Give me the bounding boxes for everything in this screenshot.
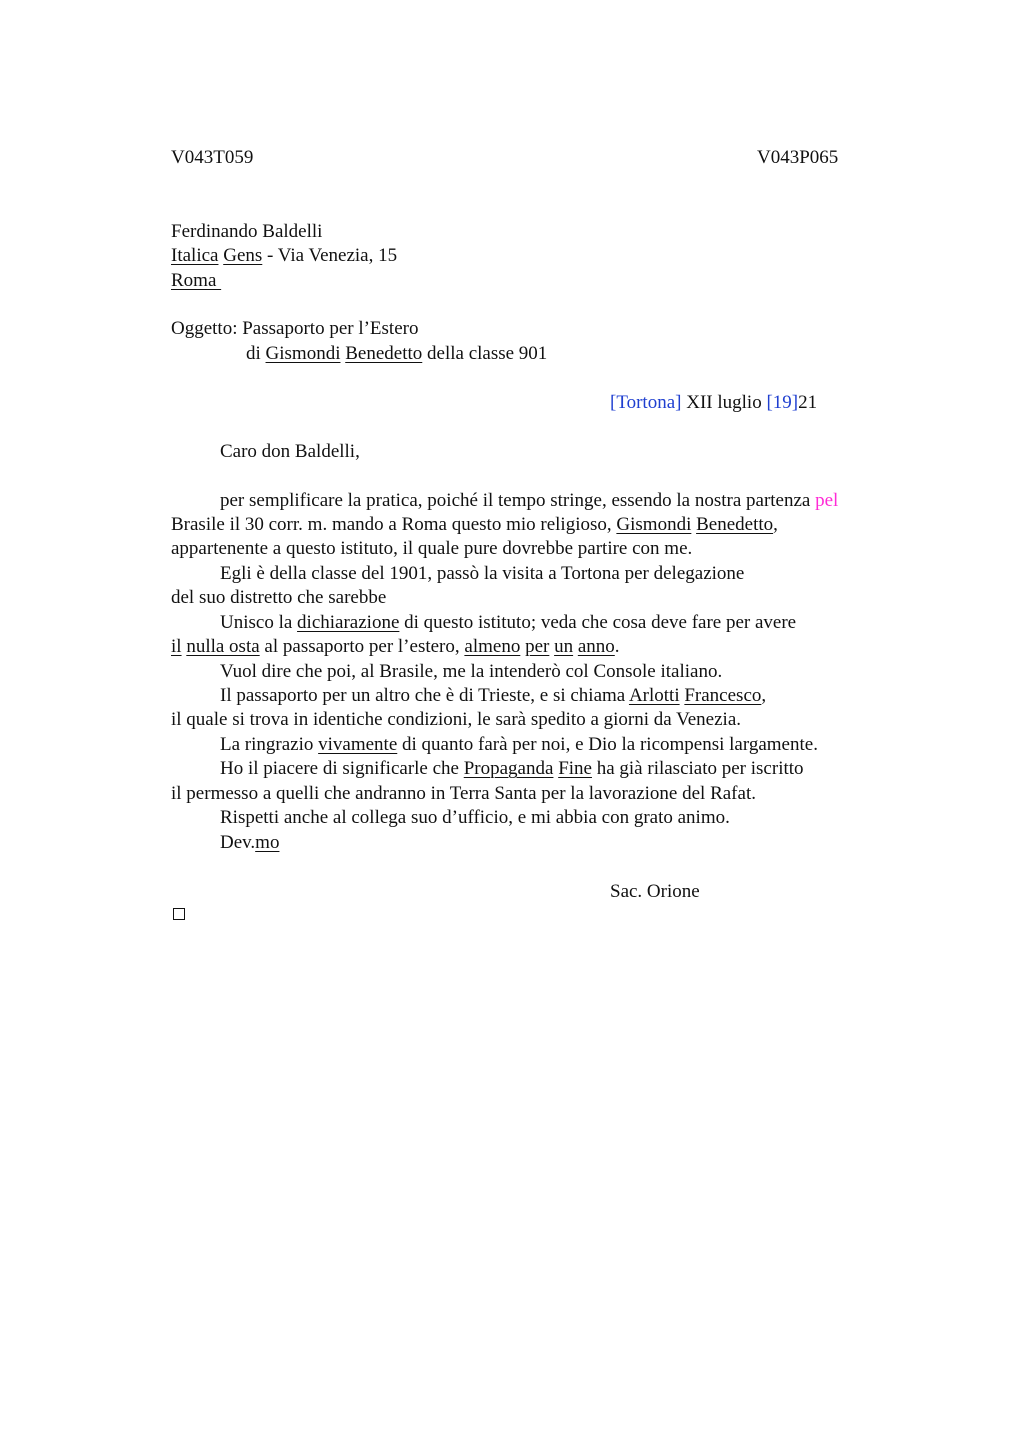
body-line-1 — [220, 489, 838, 513]
word-un: un — [554, 636, 574, 657]
date-close-bracket: ] — [675, 392, 682, 413]
body-line-2-post: , — [773, 514, 778, 535]
date-year-suffix: 21 — [798, 392, 818, 413]
body-line-9 — [220, 684, 766, 708]
recipient-street: - Via Venezia, 15 — [262, 245, 398, 266]
body-line-7 — [171, 635, 620, 659]
body-line-11-pre: La ringrazio — [220, 734, 319, 755]
word-propaganda: Propaganda — [463, 758, 554, 779]
word-anno: anno — [577, 636, 615, 657]
body-line-12-post: ha già rilasciato per iscritto — [591, 758, 804, 779]
date-day-month: XII luglio — [681, 392, 767, 413]
body-line-2 — [171, 513, 778, 537]
body-line-6-pre: Unisco la — [220, 612, 298, 633]
org-word-2: Gens — [223, 245, 263, 266]
city-text: Roma — [171, 270, 222, 291]
body-line-3: appartenente a questo istituto, il quale pure dovrebbe partire con me. — [171, 538, 693, 559]
body-line-14: Rispetti anche al collega suo d’ufficio, e mi abbia con grato animo. — [220, 807, 730, 828]
body-line-5: del suo distretto che sarebbe — [171, 587, 387, 608]
word-per: per — [525, 636, 550, 657]
archive-ref-left: V043T059 — [171, 147, 254, 168]
subject-line: Oggetto: Passaporto per l’Estero — [171, 318, 419, 339]
body-line-11-post: di quanto farà per noi, e Dio la ricompensi largamente. — [397, 734, 818, 755]
signature: Sac. Orione — [610, 881, 700, 902]
subject-post: della classe 901 — [422, 343, 548, 364]
name-francesco: Francesco — [684, 685, 762, 706]
date-year-open-bracket: [ — [766, 392, 773, 413]
archive-ref-right: V043P065 — [757, 147, 839, 168]
date-open-bracket: [ — [610, 392, 617, 413]
name-gismondi: Gismondi — [616, 514, 692, 535]
recipient-name: Ferdinando Baldelli — [171, 221, 323, 242]
body-line-7-mid: al passaporto per l’estero, — [259, 636, 465, 657]
date-year-close-bracket: ] — [791, 392, 799, 413]
word-nulla-osta: nulla osta — [186, 636, 260, 657]
body-line-12-pre: Ho il piacere di significarle che — [220, 758, 464, 779]
recipient-organization — [171, 244, 397, 268]
recipient-city — [171, 269, 221, 293]
body-line-13: il permesso a quelli che andranno in Terra Santa per la lavorazione del Rafat. — [171, 783, 756, 804]
subject-pre: di — [246, 343, 266, 364]
body-line-8: Vuol dire che poi, al Brasile, me la intenderò col Console italiano. — [220, 661, 723, 682]
name-arlotti: Arlotti — [628, 685, 680, 706]
date-place: Tortona — [616, 392, 676, 413]
word-almeno: almeno — [464, 636, 521, 657]
org-word-1: Italica — [171, 245, 219, 266]
checkbox-icon — [173, 908, 185, 920]
subject-detail — [246, 342, 547, 366]
subject-name-1: Gismondi — [265, 343, 341, 364]
body-line-4: Egli è della classe del 1901, passò la visita a Tortona per delegazione — [220, 563, 745, 584]
body-line-6-post: di questo istituto; veda che cosa deve fare per avere — [399, 612, 797, 633]
word-vivamente: vivamente — [318, 734, 398, 755]
body-line-1-text: per semplificare la pratica, poiché il tempo stringe, essendo la nostra partenza — [220, 490, 816, 511]
body-line-11 — [220, 733, 818, 757]
body-line-10: il quale si trova in identiche condizioni, le sarà spedito a giorni da Venezia. — [171, 709, 741, 730]
body-line-6 — [220, 611, 796, 635]
body-line-2-text: Brasile il 30 corr. m. mando a Roma questo mio religioso, — [171, 514, 617, 535]
word-fine: Fine — [558, 758, 592, 779]
word-il: il — [171, 636, 182, 657]
body-line-9-post: , — [761, 685, 767, 706]
body-line-12 — [220, 757, 804, 781]
name-benedetto: Benedetto — [696, 514, 774, 535]
body-line-7-post: . — [614, 636, 620, 657]
highlighted-word-pel: pel — [815, 490, 839, 511]
closing-devmo — [220, 831, 279, 855]
subject-name-2: Benedetto — [345, 343, 423, 364]
letter-date — [610, 391, 817, 415]
date-year-prefix: 19 — [772, 392, 792, 413]
closing-mo: mo — [255, 832, 280, 853]
closing-dev: Dev. — [220, 832, 256, 853]
word-dichiarazione: dichiarazione — [297, 612, 400, 633]
salutation: Caro don Baldelli, — [220, 441, 360, 462]
body-line-9-pre: Il passaporto per un altro che è di Trieste, e si chiama — [220, 685, 629, 706]
